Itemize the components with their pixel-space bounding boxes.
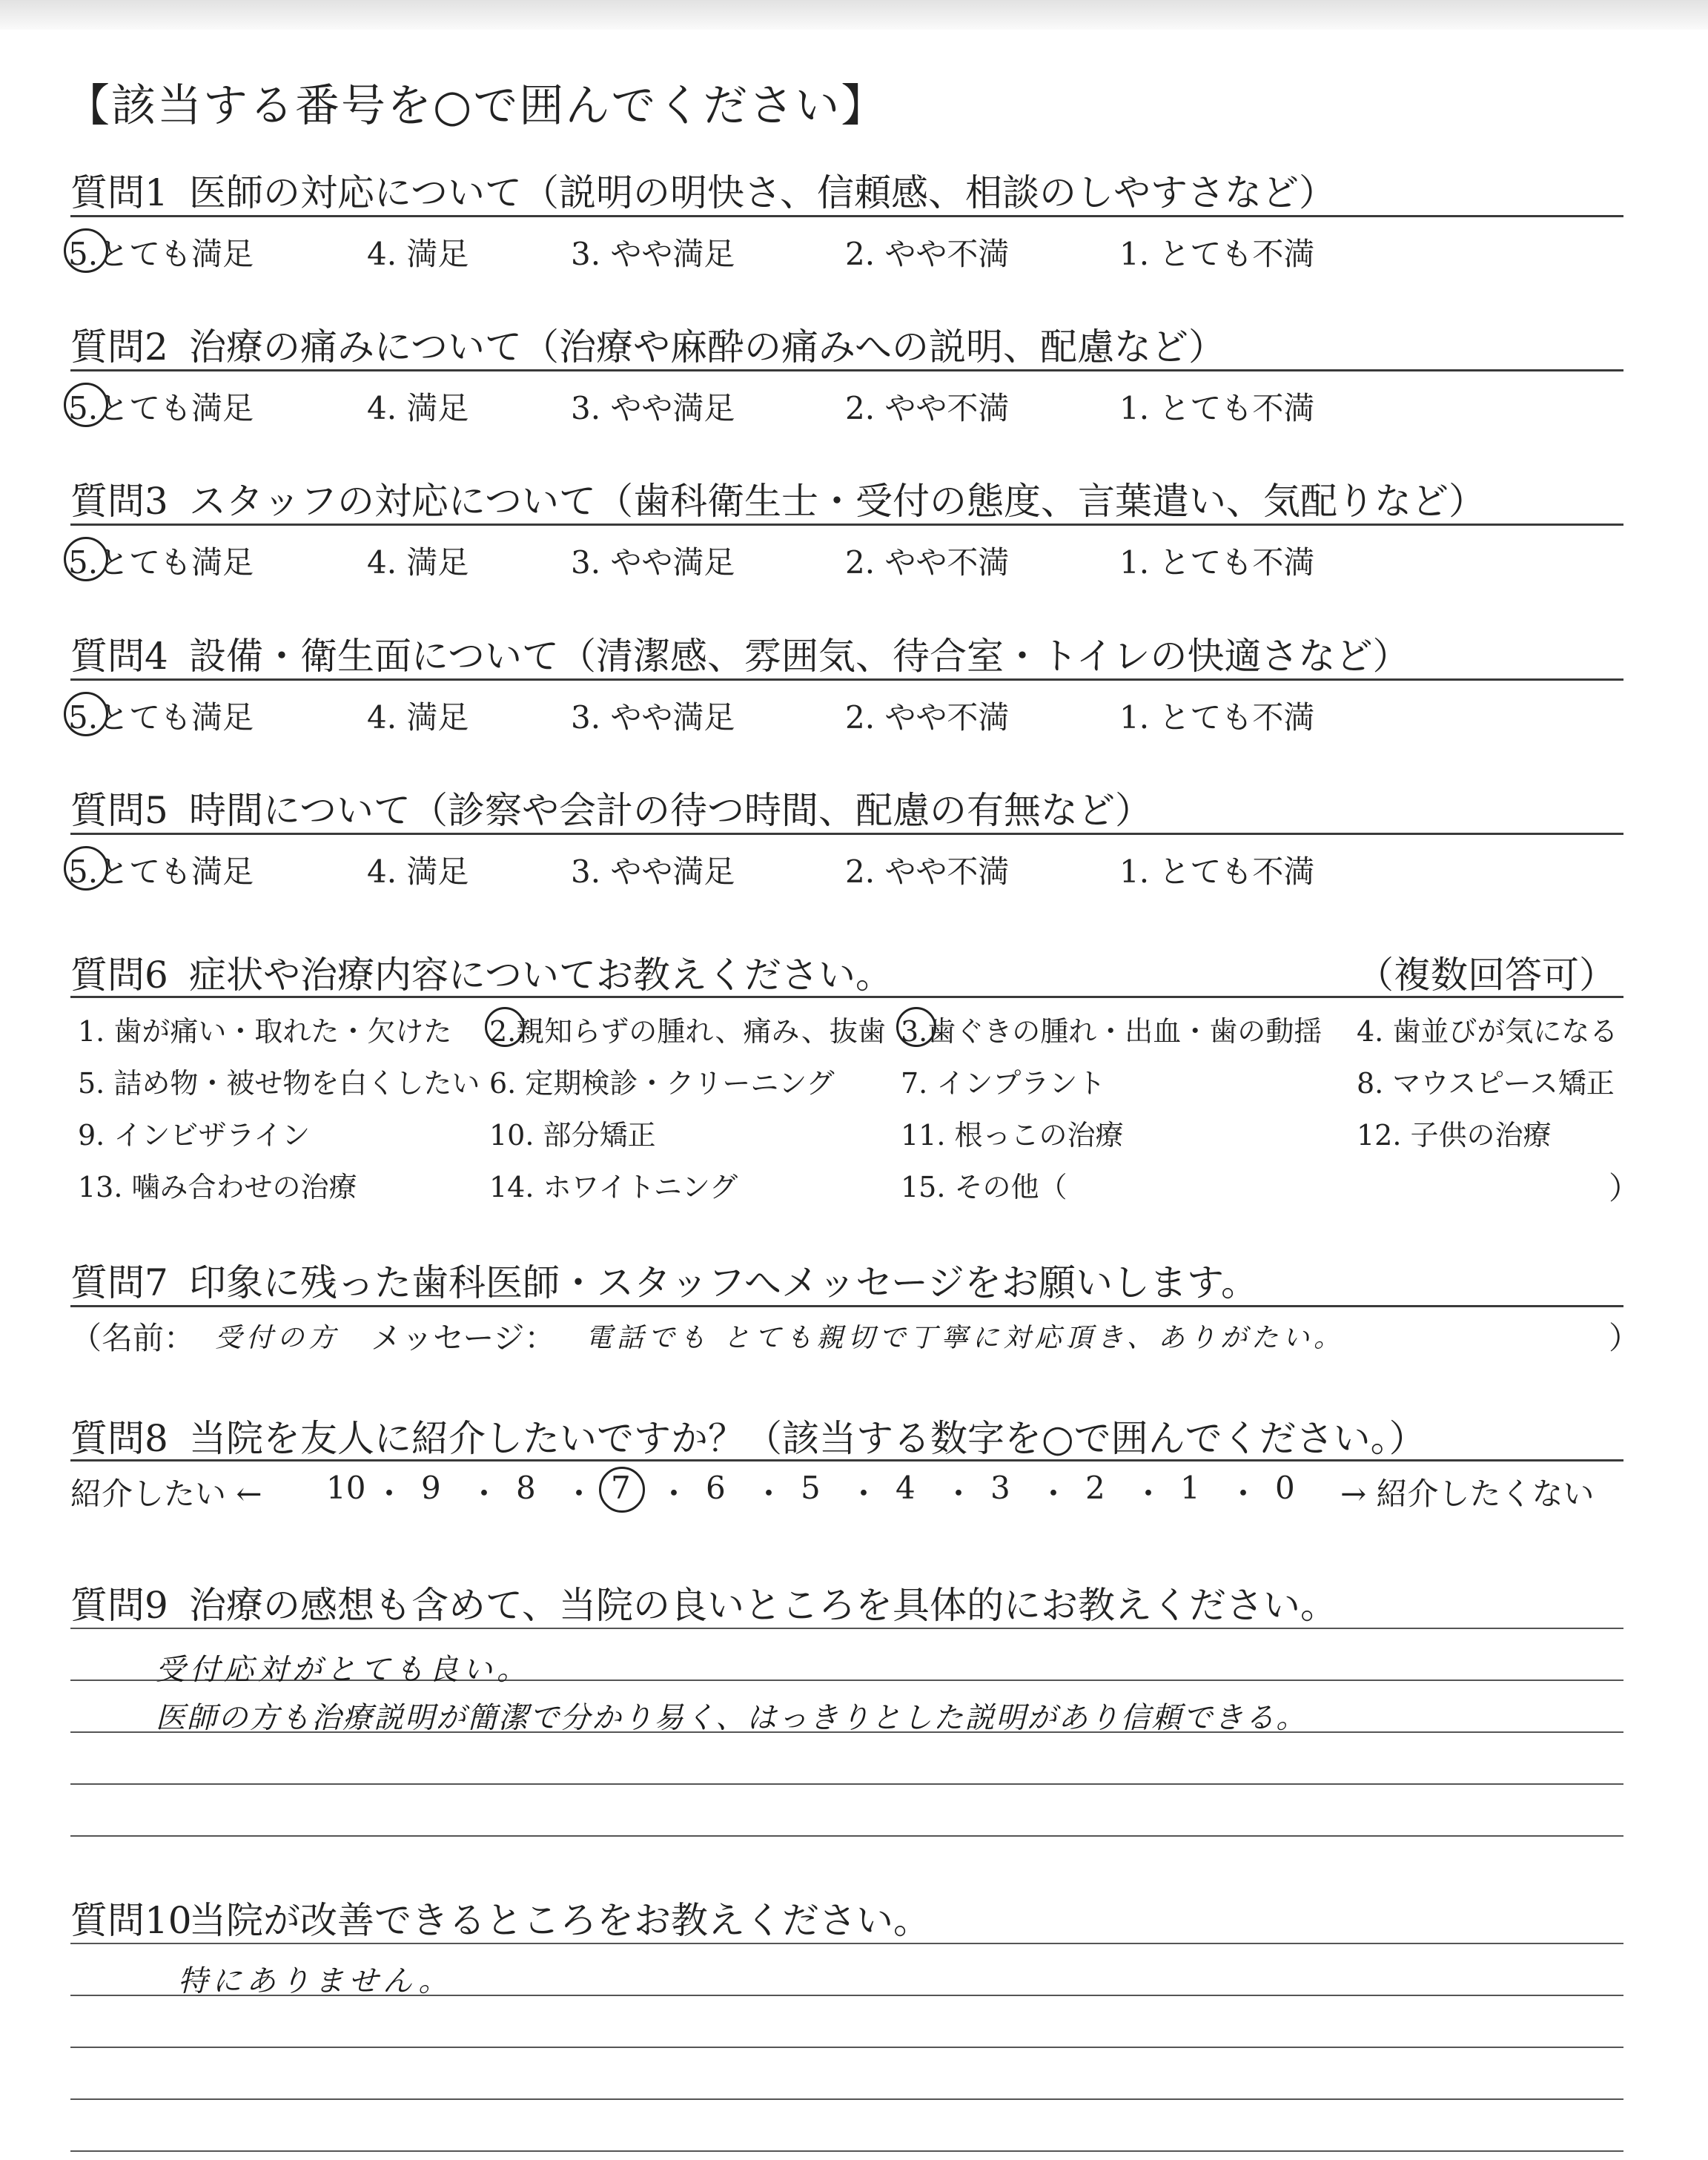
q9-line-4 xyxy=(70,1783,1623,1785)
q7-name-label: （名前： xyxy=(70,1320,196,1356)
q7-rule xyxy=(70,1305,1623,1307)
q1-option-5[interactable]: 5.とても満足 xyxy=(68,236,254,272)
q6-item-13[interactable]: 13. 噛み合わせの治療 xyxy=(78,1171,357,1203)
q1-option-2[interactable]: 2. やや不満 xyxy=(845,236,1010,272)
q3-rule xyxy=(70,524,1623,526)
q4-option-5[interactable]: 5.とても満足 xyxy=(68,699,254,736)
q1-heading xyxy=(70,163,1336,217)
q4-option-1[interactable]: 1. とても不満 xyxy=(1119,699,1315,736)
q5-text: 時間について（診察や会計の待つ時間、配慮の有無など） xyxy=(189,789,1152,832)
q6-item-4[interactable]: 4. 歯並びが気になる xyxy=(1357,1015,1618,1048)
q8-scale-separator: ・ xyxy=(753,1476,785,1512)
q6-item-7[interactable]: 7. インプラント xyxy=(901,1067,1106,1100)
q5-option-3[interactable]: 3. やや満足 xyxy=(571,853,735,890)
q10-line-1 xyxy=(70,1943,1623,1944)
q8-heading xyxy=(70,1409,1426,1462)
q8-scale-6[interactable]: 6 xyxy=(706,1470,726,1506)
q8-scale-3[interactable]: 3 xyxy=(990,1470,1010,1506)
q6-item-2[interactable]: 2.親知らずの腫れ、痛み、抜歯 xyxy=(489,1015,886,1048)
q2-number: 質問2 xyxy=(70,326,168,369)
q8-scale-separator: ・ xyxy=(374,1476,406,1512)
q8-right-label: → 紹介したくない xyxy=(1340,1476,1595,1512)
q9-answer-2: 医師の方も治療説明が簡潔で分かり易く、はっきりとした説明があり信頼できる。 xyxy=(156,1701,1308,1735)
q7-message-label: メッセージ： xyxy=(371,1320,556,1356)
q2-option-3[interactable]: 3. やや満足 xyxy=(571,390,735,426)
q8-scale-4[interactable]: 4 xyxy=(896,1470,916,1506)
q6-item-15[interactable]: 15. その他（ xyxy=(901,1171,1068,1203)
q5-option-4[interactable]: 4. 満足 xyxy=(367,853,469,890)
q10-line-4 xyxy=(70,2098,1623,2100)
q6-item-3[interactable]: 3.歯ぐきの腫れ・出血・歯の動揺 xyxy=(901,1015,1323,1048)
q5-rule xyxy=(70,833,1623,835)
q8-scale-separator: ・ xyxy=(1038,1476,1070,1512)
q10-line-5 xyxy=(70,2150,1623,2152)
q6-item-14[interactable]: 14. ホワイトニング xyxy=(489,1171,738,1203)
q1-number: 質問1 xyxy=(70,171,168,214)
q10-line-3 xyxy=(70,2047,1623,2048)
q2-option-5[interactable]: 5.とても満足 xyxy=(68,390,254,426)
q8-text: 当院を友人に紹介したいですか？（該当する数字を○で囲んでください。） xyxy=(189,1417,1426,1460)
q4-selected-circle xyxy=(64,692,108,736)
q8-scale-9[interactable]: 9 xyxy=(421,1470,441,1506)
q8-scale-0[interactable]: 0 xyxy=(1275,1470,1295,1506)
q5-number: 質問5 xyxy=(70,789,168,832)
q8-scale-separator: ・ xyxy=(1133,1476,1165,1512)
q3-option-1[interactable]: 1. とても不満 xyxy=(1119,544,1315,581)
q8-scale-separator: ・ xyxy=(848,1476,880,1512)
q7-name-value: 受付の方 xyxy=(215,1323,340,1353)
q8-number: 質問8 xyxy=(70,1417,168,1460)
q6-item-11[interactable]: 11. 根っこの治療 xyxy=(901,1119,1124,1152)
q4-text: 設備・衛生面について（清潔感、雰囲気、待合室・トイレの快適さなど） xyxy=(189,635,1410,678)
q10-answer-1: 特にありません。 xyxy=(178,1964,453,1998)
q8-scale-separator: ・ xyxy=(469,1476,500,1512)
q3-option-5[interactable]: 5.とても満足 xyxy=(68,544,254,581)
q2-text: 治療の痛みについて（治療や麻酔の痛みへの説明、配慮など） xyxy=(189,326,1225,369)
q1-option-1[interactable]: 1. とても不満 xyxy=(1119,236,1315,272)
q4-heading xyxy=(70,627,1410,680)
q6-close-paren: ） xyxy=(1609,1170,1641,1206)
q7-number: 質問7 xyxy=(70,1261,168,1304)
q8-selected-circle xyxy=(599,1467,645,1513)
q4-option-2[interactable]: 2. やや不満 xyxy=(845,699,1010,736)
q3-selected-circle xyxy=(64,537,108,581)
q6-selected-circle-3 xyxy=(896,1007,936,1047)
q7-heading xyxy=(70,1253,1258,1307)
q6-item-9[interactable]: 9. インビザライン xyxy=(78,1119,311,1152)
q4-rule xyxy=(70,678,1623,681)
q6-item-12[interactable]: 12. 子供の治療 xyxy=(1357,1119,1552,1152)
q2-selected-circle xyxy=(64,383,108,427)
q6-heading xyxy=(70,945,893,999)
q3-option-3[interactable]: 3. やや満足 xyxy=(571,544,735,581)
q2-option-1[interactable]: 1. とても不満 xyxy=(1119,390,1315,426)
q6-note: （複数回答可） xyxy=(1357,954,1616,997)
q9-line-1 xyxy=(70,1628,1623,1629)
q6-item-8[interactable]: 8. マウスピース矯正 xyxy=(1357,1067,1615,1100)
q9-answer-1: 受付応対がとても良い。 xyxy=(156,1653,531,1687)
q8-scale-separator: ・ xyxy=(563,1476,595,1512)
q6-text: 症状や治療内容についてお教えください。 xyxy=(189,954,893,997)
q6-selected-circle-2 xyxy=(485,1007,525,1047)
q3-heading xyxy=(70,472,1486,525)
q2-option-2[interactable]: 2. やや不満 xyxy=(845,390,1010,426)
q10-heading xyxy=(70,1891,930,1944)
q6-item-10[interactable]: 10. 部分矯正 xyxy=(489,1119,656,1152)
q7-message-value: 電話でも とても親切で丁寧に対応頂き、ありがたい。 xyxy=(586,1323,1345,1353)
q6-item-6[interactable]: 6. 定期検診・クリーニング xyxy=(489,1067,835,1100)
q10-number: 質問10 xyxy=(70,1899,192,1942)
q7-close-paren: ） xyxy=(1609,1320,1641,1356)
q1-option-3[interactable]: 3. やや満足 xyxy=(571,236,735,272)
q1-selected-circle xyxy=(64,228,108,273)
q2-heading xyxy=(70,317,1225,371)
q5-option-2[interactable]: 2. やや不満 xyxy=(845,853,1010,890)
q9-text: 治療の感想も含めて、当院の良いところを具体的にお教えください。 xyxy=(189,1584,1337,1627)
q9-line-5 xyxy=(70,1835,1623,1837)
q3-text: スタッフの対応について（歯科衛生士・受付の態度、言葉遣い、気配りなど） xyxy=(189,480,1486,523)
q5-option-1[interactable]: 1. とても不満 xyxy=(1119,853,1315,890)
q5-heading xyxy=(70,781,1152,834)
q8-scale-separator: ・ xyxy=(1228,1476,1260,1512)
q8-scale-1[interactable]: 1 xyxy=(1180,1470,1200,1506)
scan-top-band xyxy=(0,0,1708,30)
q6-item-1[interactable]: 1. 歯が痛い・取れた・欠けた xyxy=(78,1015,452,1048)
q4-number: 質問4 xyxy=(70,635,168,678)
q3-option-2[interactable]: 2. やや不満 xyxy=(845,544,1010,581)
q3-number: 質問3 xyxy=(70,480,168,523)
q7-text: 印象に残った歯科医師・スタッフへメッセージをお願いします。 xyxy=(189,1261,1258,1304)
q4-option-4[interactable]: 4. 満足 xyxy=(367,699,469,736)
q8-scale-5[interactable]: 5 xyxy=(801,1470,821,1506)
q8-scale-7[interactable]: 7 xyxy=(611,1470,631,1506)
q8-scale-separator: ・ xyxy=(658,1476,690,1512)
q6-item-5[interactable]: 5. 詰め物・被せ物を白くしたい xyxy=(78,1067,480,1100)
q8-scale-separator: ・ xyxy=(943,1476,975,1512)
q10-text: 当院が改善できるところをお教えください。 xyxy=(189,1899,930,1942)
q8-scale-2[interactable]: 2 xyxy=(1085,1470,1105,1506)
q2-rule xyxy=(70,369,1623,371)
q3-option-4[interactable]: 4. 満足 xyxy=(367,544,469,581)
q1-rule xyxy=(70,215,1623,217)
q6-rule xyxy=(70,996,1623,998)
q5-option-5[interactable]: 5.とても満足 xyxy=(68,853,254,890)
q8-scale-8[interactable]: 8 xyxy=(516,1470,536,1506)
q2-option-4[interactable]: 4. 満足 xyxy=(367,390,469,426)
q4-option-3[interactable]: 3. やや満足 xyxy=(571,699,735,736)
page-title: 【該当する番号を○で囲んでください】 xyxy=(65,80,887,132)
q6-number: 質問6 xyxy=(70,954,168,997)
q9-heading xyxy=(70,1576,1337,1629)
q8-scale-10[interactable]: 10 xyxy=(326,1470,366,1506)
q1-option-4[interactable]: 4. 満足 xyxy=(367,236,469,272)
q9-number: 質問9 xyxy=(70,1584,168,1627)
q5-selected-circle xyxy=(64,846,108,891)
q1-text: 医師の対応について（説明の明快さ、信頼感、相談のしやすさなど） xyxy=(189,171,1336,214)
q8-left-label: 紹介したい ← xyxy=(70,1476,262,1512)
q8-rule xyxy=(70,1459,1623,1462)
